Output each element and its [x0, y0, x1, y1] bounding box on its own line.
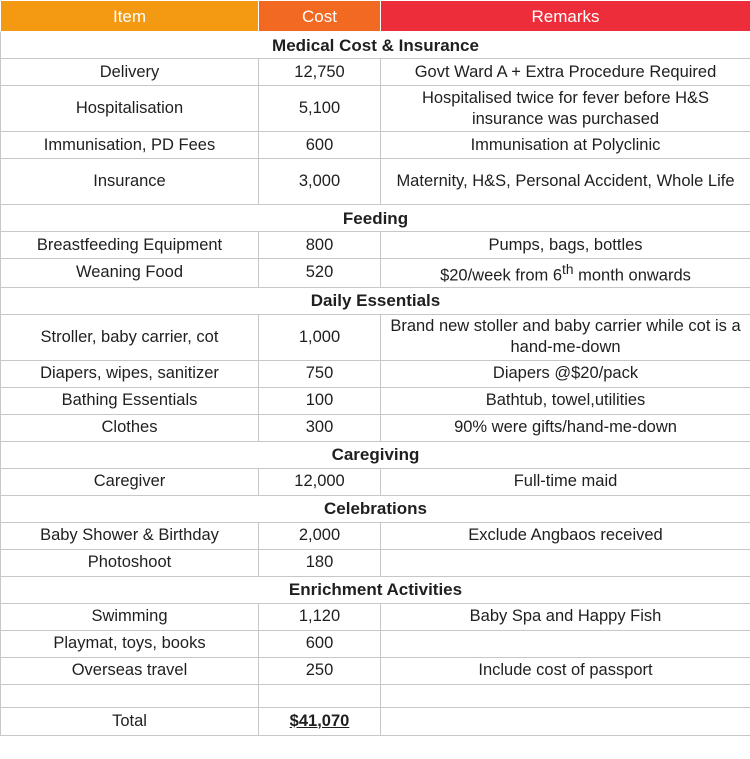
section-title: Caregiving	[1, 441, 750, 468]
table-row	[1, 657, 750, 684]
header-row	[1, 1, 750, 32]
remarks-cell: Hospitalised twice for fever before H&S insurance was purchased	[381, 86, 750, 132]
section-title: Feeding	[1, 205, 750, 232]
item-cell: Hospitalisation	[1, 86, 259, 132]
cost-cell: 600	[259, 132, 381, 159]
item-cell: Insurance	[1, 159, 259, 205]
section-title: Enrichment Activities	[1, 576, 750, 603]
remarks-cell: Maternity, H&S, Personal Accident, Whole Life	[381, 159, 750, 205]
item-cell: Weaning Food	[1, 259, 259, 288]
item-cell: Overseas travel	[1, 657, 259, 684]
table-row	[1, 360, 750, 387]
cost-cell: 520	[259, 259, 381, 288]
empty-cell	[1, 684, 259, 707]
item-cell: Diapers, wipes, sanitizer	[1, 360, 259, 387]
cost-cell: 1,000	[259, 314, 381, 360]
remarks-cell	[381, 630, 750, 657]
table-row	[1, 630, 750, 657]
table-row	[1, 468, 750, 495]
ordinal-suffix: th	[562, 262, 574, 277]
section-row-daily-essentials	[1, 287, 750, 314]
cost-cell: 1,120	[259, 603, 381, 630]
item-cell: Delivery	[1, 59, 259, 86]
section-row-medical	[1, 32, 750, 59]
empty-cell	[381, 707, 750, 735]
item-cell: Bathing Essentials	[1, 387, 259, 414]
cost-cell: 5,100	[259, 86, 381, 132]
remarks-cell: Full-time maid	[381, 468, 750, 495]
total-amount: $41,070	[289, 711, 350, 730]
total-amount-cell	[259, 707, 381, 735]
table-row	[1, 59, 750, 86]
table-row	[1, 132, 750, 159]
cost-cell: 12,750	[259, 59, 381, 86]
remarks-cell: Baby Spa and Happy Fish	[381, 603, 750, 630]
cost-cell: 2,000	[259, 522, 381, 549]
cost-cell: 100	[259, 387, 381, 414]
remarks-cell	[381, 259, 750, 288]
section-title: Medical Cost & Insurance	[1, 32, 750, 59]
item-cell: Stroller, baby carrier, cot	[1, 314, 259, 360]
remarks-cell	[381, 549, 750, 576]
remarks-cell: Include cost of passport	[381, 657, 750, 684]
remarks-cell: Govt Ward A + Extra Procedure Required	[381, 59, 750, 86]
remarks-cell: Pumps, bags, bottles	[381, 232, 750, 259]
table-row	[1, 549, 750, 576]
blank-row	[1, 684, 750, 707]
cost-cell: 750	[259, 360, 381, 387]
remarks-cell: 90% were gifts/hand-me-down	[381, 414, 750, 441]
header-item: Item	[1, 1, 259, 32]
total-row	[1, 707, 750, 735]
cost-cell: 600	[259, 630, 381, 657]
section-title: Celebrations	[1, 495, 750, 522]
empty-cell	[381, 684, 750, 707]
header-cost: Cost	[259, 1, 381, 32]
table-row	[1, 414, 750, 441]
remarks-cell: Immunisation at Polyclinic	[381, 132, 750, 159]
remarks-text: $20/week from 6	[440, 266, 563, 285]
remarks-cell: Bathtub, towel,utilities	[381, 387, 750, 414]
section-row-feeding	[1, 205, 750, 232]
cost-cell: 250	[259, 657, 381, 684]
cost-cell: 300	[259, 414, 381, 441]
empty-cell	[259, 684, 381, 707]
remarks-cell: Exclude Angbaos received	[381, 522, 750, 549]
cost-cell: 3,000	[259, 159, 381, 205]
remarks-cell: Brand new stoller and baby carrier while cot is a hand-me-down	[381, 314, 750, 360]
item-cell: Immunisation, PD Fees	[1, 132, 259, 159]
item-cell: Breastfeeding Equipment	[1, 232, 259, 259]
table-row	[1, 603, 750, 630]
cost-cell: 800	[259, 232, 381, 259]
section-title: Daily Essentials	[1, 287, 750, 314]
remarks-text: month onwards	[573, 266, 691, 285]
section-row-caregiving	[1, 441, 750, 468]
item-cell: Photoshoot	[1, 549, 259, 576]
item-cell: Playmat, toys, books	[1, 630, 259, 657]
remarks-cell: Diapers @$20/pack	[381, 360, 750, 387]
cost-cell: 12,000	[259, 468, 381, 495]
section-row-celebrations	[1, 495, 750, 522]
table-row	[1, 259, 750, 288]
table-row	[1, 86, 750, 132]
table-row	[1, 159, 750, 205]
section-row-enrichment	[1, 576, 750, 603]
item-cell: Clothes	[1, 414, 259, 441]
table-row	[1, 314, 750, 360]
cost-cell: 180	[259, 549, 381, 576]
item-cell: Caregiver	[1, 468, 259, 495]
total-label: Total	[1, 707, 259, 735]
table-row	[1, 522, 750, 549]
table-row	[1, 387, 750, 414]
item-cell: Swimming	[1, 603, 259, 630]
table-row	[1, 232, 750, 259]
item-cell: Baby Shower & Birthday	[1, 522, 259, 549]
header-remarks: Remarks	[381, 1, 750, 32]
